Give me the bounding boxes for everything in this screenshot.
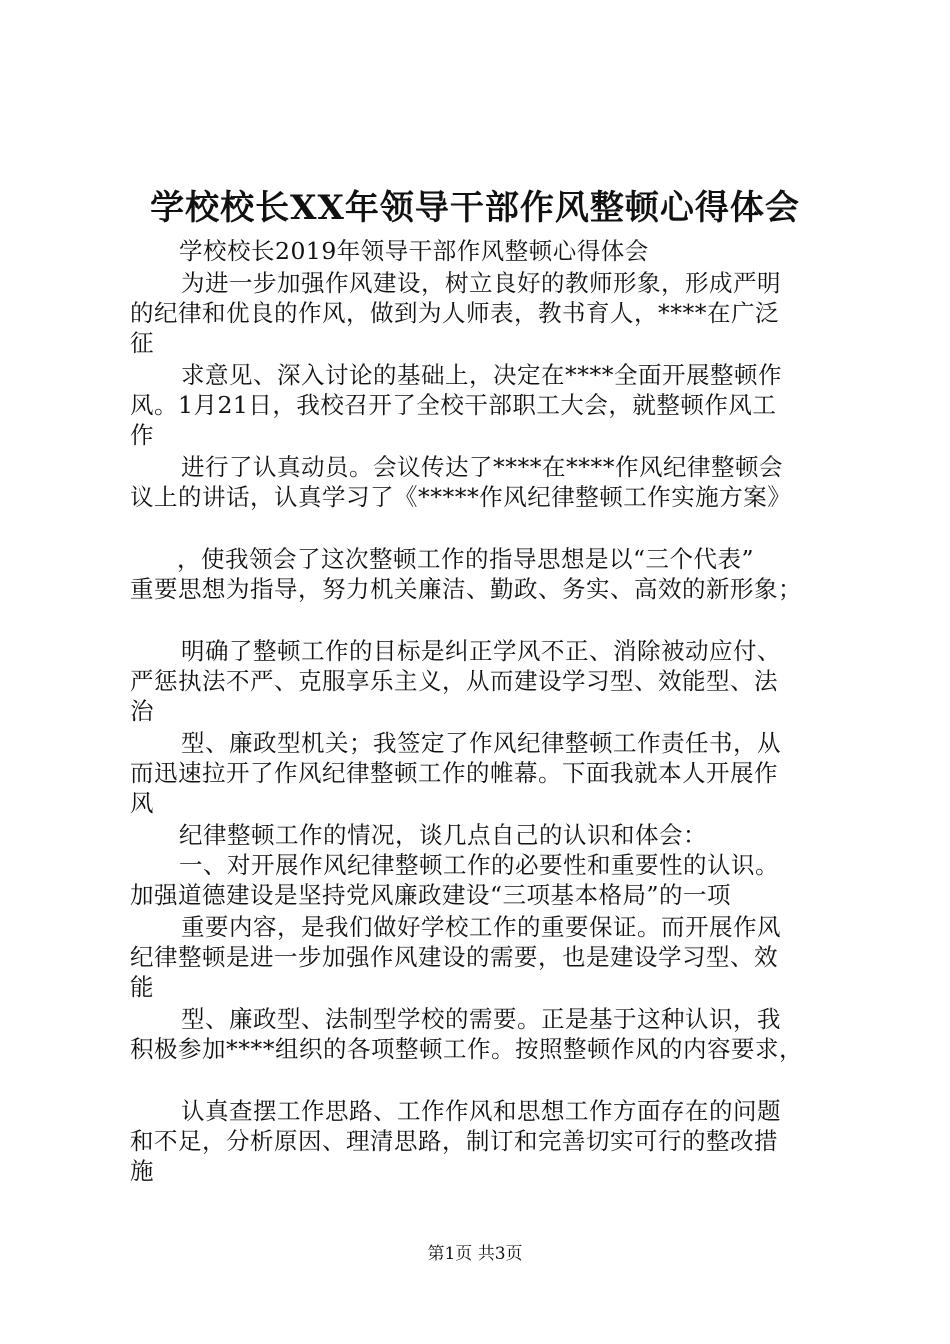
- body-line: 纪律整顿是进一步加强作风建设的需要，也是建设学习型、效: [130, 943, 778, 971]
- body-line: 风。1月21日，我校召开了全校干部职工大会，就整顿作风工: [130, 391, 777, 419]
- body-line: 治: [130, 697, 154, 725]
- body-line: 为进一步加强作风建设，树立良好的教师形象，形成严明: [181, 269, 781, 297]
- body-line: 重要思想为指导，努力机关廉洁、勤政、务实、高效的新形象；: [130, 575, 802, 603]
- body-line: 而迅速拉开了作风纪律整顿工作的帷幕。下面我就本人开展作: [130, 759, 778, 787]
- body-line: 的纪律和优良的作风，做到为人师表，教书育人，****在广泛: [130, 299, 779, 327]
- document-title: 学校校长XX年领导干部作风整顿心得体会: [150, 188, 800, 228]
- body-line: 和不足，分析原因、理清思路，制订和完善切实可行的整改措: [130, 1127, 778, 1155]
- body-line: 施: [130, 1157, 154, 1185]
- body-line: 能: [130, 973, 154, 1001]
- body-line: 学校校长2019年领导干部作风整顿心得体会: [179, 237, 649, 265]
- body-line: ，使我领会了这次整顿工作的指导思想是以“三个代表”: [177, 545, 755, 573]
- body-line: 严惩执法不严、克服享乐主义，从而建设学习型、效能型、法: [130, 667, 778, 695]
- body-line: 明确了整顿工作的目标是纠正学风不正、消除被动应付、: [181, 637, 781, 665]
- body-line: 重要内容，是我们做好学校工作的重要保证。而开展作风: [181, 913, 781, 941]
- body-line: 求意见、深入讨论的基础上，决定在****全面开展整顿作: [181, 361, 782, 389]
- body-line: 议上的讲话，认真学习了《*****作风纪律整顿工作实施方案》: [130, 483, 792, 511]
- body-line: 纪律整顿工作的情况，谈几点自己的认识和体会：: [179, 821, 707, 849]
- body-line: 进行了认真动员。会议传达了****在****作风纪律整顿会: [181, 453, 783, 481]
- page-number: 第1页 共3页: [427, 1244, 523, 1264]
- body-line: 征: [130, 329, 154, 357]
- body-line: 加强道德建设是坚持党风廉政建设“三项基本格局”的一项: [130, 881, 732, 909]
- body-line: 风: [130, 789, 154, 817]
- body-line: 型、廉政型机关；我签定了作风纪律整顿工作责任书，从: [181, 729, 781, 757]
- body-line: 积极参加****组织的各项整顿工作。按照整顿作风的内容要求，: [130, 1035, 803, 1063]
- body-line: 认真查摆工作思路、工作作风和思想工作方面存在的问题: [181, 1097, 781, 1125]
- body-line: 一、对开展作风纪律整顿工作的必要性和重要性的认识。: [179, 851, 779, 879]
- body-line: 型、廉政型、法制型学校的需要。正是基于这种认识，我: [181, 1005, 781, 1033]
- body-line: 作: [130, 421, 154, 449]
